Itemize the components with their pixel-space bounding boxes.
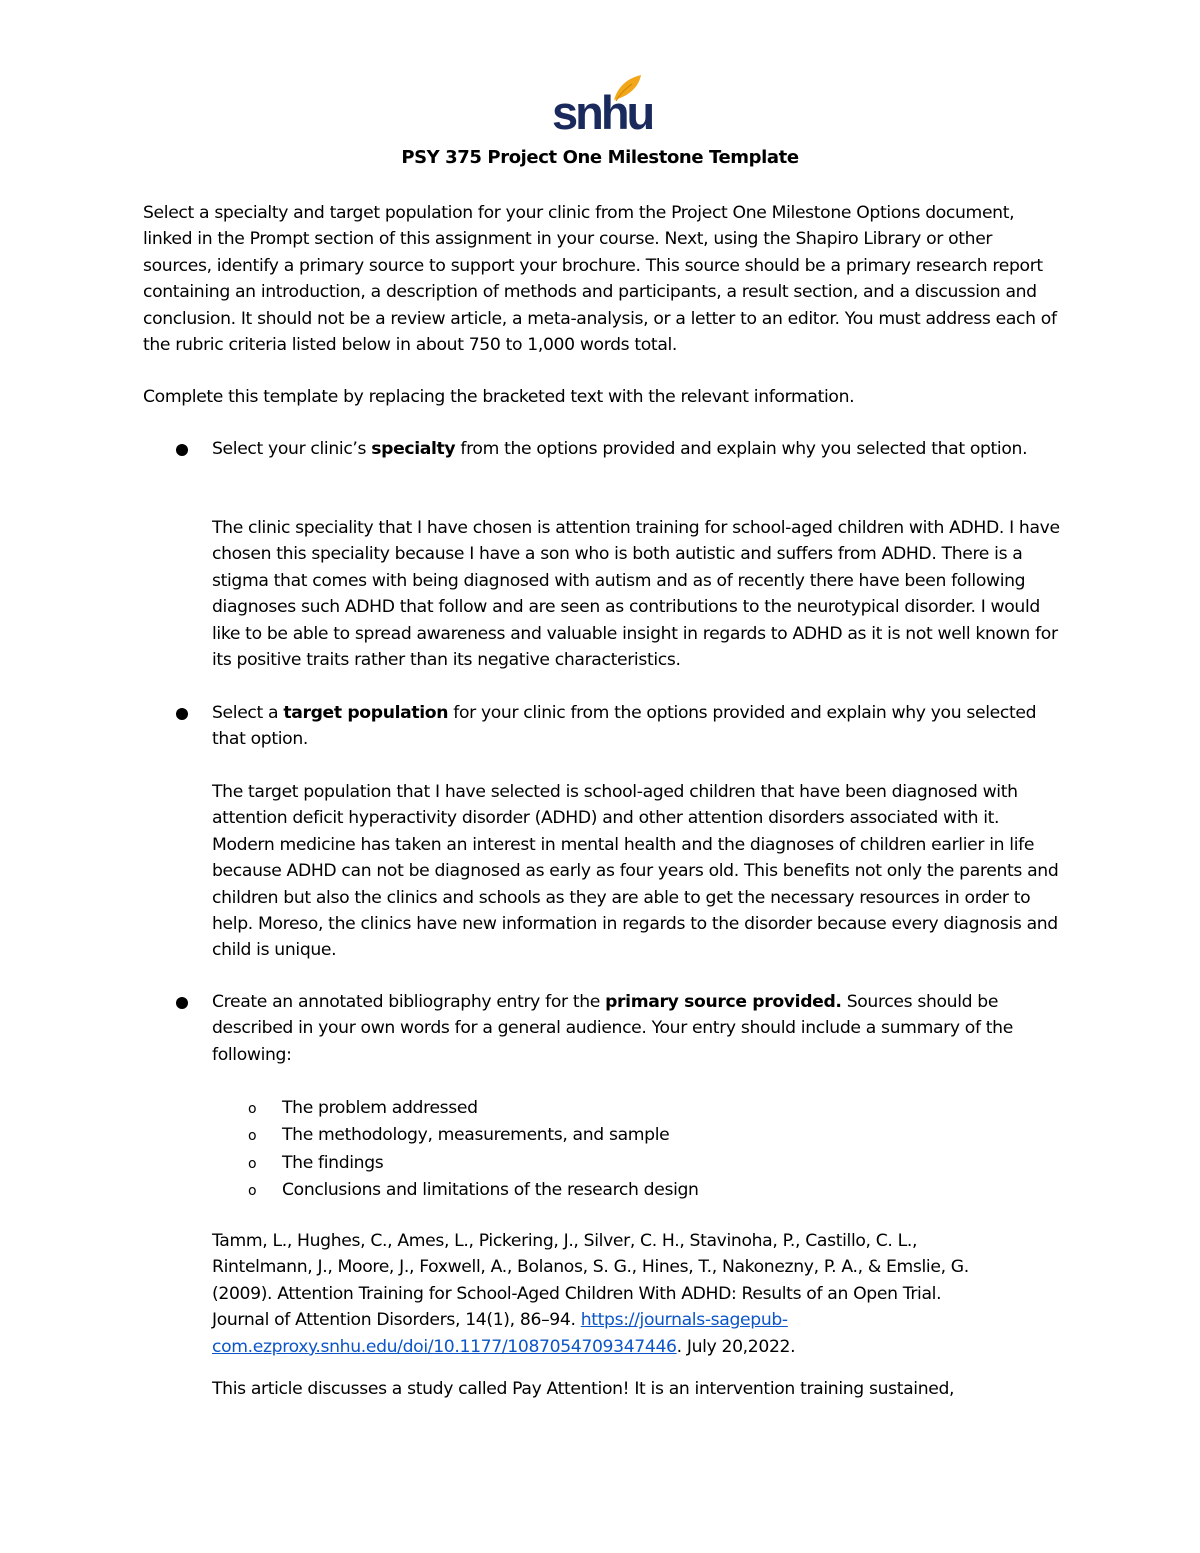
citation: Tamm, L., Hughes, C., Ames, L., Pickering, J., Silver, C. H., Stavinoha, P., Castillo, C. L., Rintelmann, J., Moore, J., Foxwell, A., Bolanos, S. G., Hines, T., Nakonezny, P. A., & Emslie, G. (2009). Attention Training for School-Aged Children With ADHD: Results of an Open Trial. Journal of Attention Disorders, 14(1), 86–94. https://journals-sagepub-com.ezproxy.snhu.edu/doi/10.1177/1087054709347446. July 20,2022.: [212, 1231, 969, 1357]
intro-paragraph: Select a specialty and target population for your clinic from the Project One Milestone Options document, linked in the Prompt section of this assignment in your course. Next, using the Shapiro Library or other sources, identify a primary source to support your brochure. This source should be a primary research report containing an introduction, a description of methods and participants, a result section, and a discussion and conclusion. It should not be a review article, a meta-analysis, or a letter to an editor. You must address each of the rubric criteria listed below in about 750 to 1,000 words total.: [143, 203, 1057, 356]
bullet-2: [176, 708, 188, 720]
page-title: PSY 375 Project One Milestone Template: [401, 147, 799, 168]
subitem: o Conclusions and limitations of the research design: [248, 1180, 699, 1200]
logo-text: snhu: [552, 86, 653, 139]
article-summary: This article discusses a study called Pay Attention! It is an intervention training sustained,: [212, 1379, 955, 1399]
answer-target-population: The target population that I have selected is school-aged children that have been diagnosed with attention deficit hyperactivity disorder (ADHD) and other attention disorders associated with it. Modern medicine has taken an interest in mental health and the diagnoses of children earlier in life because ADHD can not be diagnosed as early as four years old. This benefits not only the parents and children but also the clinics and schools as they are able to get the necessary resources in order to help. Moreso, the clinics have new information in regards to the disorder because every diagnosis and child is unique.: [212, 782, 1059, 961]
instruction-paragraph: Complete this template by replacing the bracketed text with the relevant information.: [143, 387, 855, 407]
snhu-logo: [552, 74, 653, 139]
subitem: o The methodology, measurements, and sample: [248, 1125, 670, 1145]
bullet-3: [176, 997, 188, 1009]
bullet-1: [176, 444, 188, 456]
doi-link[interactable]: https://journals-sagepub-com.ezproxy.snhu.edu/doi/10.1177/1087054709347446: [212, 1310, 788, 1357]
prompt-specialty: Select your clinic’s specialty from the options provided and explain why you selected that option.: [212, 439, 1028, 459]
prompt-target-population: Select a target population for your clinic from the options provided and explain why you selected that option.: [212, 703, 1037, 750]
prompt-bibliography: Create an annotated bibliography entry for the primary source provided. Sources should be described in your own words for a general audience. Your entry should include a summary of the following:: [212, 992, 1013, 1065]
subitem: o The findings: [248, 1153, 384, 1173]
subitem: o The problem addressed: [248, 1098, 478, 1118]
answer-specialty: The clinic speciality that I have chosen is attention training for school-aged children with ADHD. I have chosen this speciality because I have a son who is both autistic and suffers from ADHD. There is a stigma that comes with being diagnosed with autism and as of recently there have been following diagnoses such ADHD that follow and are seen as contributions to the neurotypical disorder. I would like to be able to spread awareness and valuable insight in regards to ADHD as it is not well known for its positive traits rather than its negative characteristics.: [212, 518, 1060, 671]
